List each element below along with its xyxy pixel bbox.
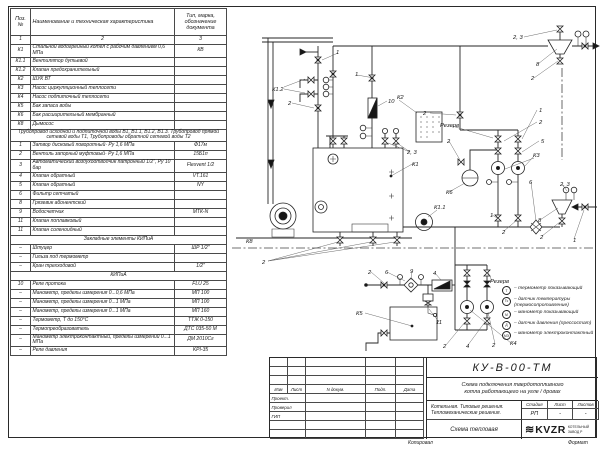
spec-cell-type: МТК-N (175, 208, 227, 217)
title-block-cell: Лист (288, 385, 306, 394)
spec-section-header: КИПиА (11, 271, 227, 280)
water-meter-9 (404, 278, 418, 292)
spec-cell-pos: К1 (11, 45, 31, 58)
spec-cell-pos: 8 (11, 199, 31, 208)
title-block-empty-cell (306, 412, 366, 421)
spec-cell-pos: 6 (11, 190, 31, 199)
spec-cell-pos: К4 (11, 93, 31, 102)
spec-colnum-2: 2 (31, 36, 175, 45)
spec-cell-pos: – (11, 316, 31, 325)
document-number: КУ-В-00-ТМ (427, 358, 598, 378)
schematic-label: К1.2 (272, 87, 284, 93)
title-block-empty-cell (270, 430, 306, 439)
spec-cell-type: Ф17м (175, 142, 227, 151)
spec-cell-pos: 11 (11, 217, 31, 226)
format-label: Формат (568, 440, 588, 446)
spec-cell-name: Бак расширительный мембранный (31, 111, 175, 120)
object-name (427, 401, 522, 420)
title-block-empty-cell (306, 403, 366, 412)
schematic-label: 2 (531, 76, 535, 82)
title-block-empty-cell (306, 430, 366, 439)
blower-fan-k1-1 (416, 214, 433, 231)
schematic-label: К2 (397, 95, 404, 101)
legend-text: – датчик температуры (термосопротивление) (514, 296, 571, 308)
schematic-label: 2 (492, 343, 496, 349)
feed-pumps-k4 (455, 227, 494, 330)
title-block-empty-cell (306, 421, 366, 430)
title-block-empty-cell (366, 403, 396, 412)
spec-cell-name: ШУК ВТ (31, 75, 175, 84)
schematic-label: 2 (262, 260, 266, 266)
spec-cell-type: KPI-35 (175, 347, 227, 356)
spec-cell-name: Клапан соленоидный (31, 226, 175, 235)
supply-riser-flow-relay-10 (360, 46, 377, 148)
spec-cell-name: Автоматический воздухоотводчик патронный 1/2", Ру 10 бар (31, 160, 175, 173)
title-block-empty-cell (270, 376, 288, 385)
spec-cell-name: Штуцер (31, 244, 175, 253)
schematic-label: К6 (446, 190, 453, 196)
legend-symbol-icon: Д (502, 321, 511, 330)
title-block-empty-cell (366, 376, 396, 385)
spec-cell-pos: 2 (11, 151, 31, 160)
title-block-empty-cell (366, 430, 396, 439)
spec-cell-pos: – (11, 244, 31, 253)
spec-cell-pos: К1.1 (11, 57, 31, 66)
title-block-cell: Изм (270, 385, 288, 394)
schematic-label: 1 (539, 108, 543, 114)
spec-cell-type: ДМ 2010Сг (175, 334, 227, 347)
stage-header-cell: Лист (548, 401, 574, 409)
title-block-empty-cell (306, 394, 366, 403)
check-unit-4 (432, 280, 452, 291)
spec-cell-pos: 3 (11, 160, 31, 173)
schematic-label: 2 (443, 344, 447, 350)
title-block-empty-cell (270, 421, 306, 430)
spec-cell-name: Термометр, Т до 150°С (31, 316, 175, 325)
solenoid-valve-11 (423, 294, 433, 301)
spec-cell-pos: – (11, 347, 31, 356)
spec-cell-type: КВ (175, 45, 227, 58)
schematic-label: 2 (502, 230, 506, 236)
spec-cell-name: Бак запаса воды (31, 102, 175, 111)
schematic-label: К8 (246, 239, 253, 245)
spec-cell-name: Реле давления (31, 347, 175, 356)
spec-cell-name: Грязевик абонентский (31, 199, 175, 208)
spec-cell-pos: К8 (11, 120, 31, 129)
title-block-empty-cell (366, 358, 396, 367)
legend-text: – датчик давления (прессостат) (514, 320, 592, 326)
spec-cell-pos: К5 (11, 102, 31, 111)
title-block-empty-cell (396, 412, 424, 421)
schematic-label: 9 (410, 269, 414, 275)
title-block-empty-cell (306, 358, 366, 367)
spec-cell-type: ТТЖ 0-150 (175, 316, 227, 325)
spec-cell-pos: 11 (11, 226, 31, 235)
description-line-1: Схема подключения твердотопливного (461, 382, 564, 389)
logo-caption (568, 425, 589, 433)
spec-cell-name: Стальной водогрейный котел с рабочим давлением 0,6 МПа (31, 45, 175, 58)
title-block-empty-cell (366, 367, 396, 376)
logo-caption-line-2: ЗАВОД Р (567, 429, 583, 434)
title-block-left-grid (270, 358, 426, 439)
schematic-label: 10 (388, 99, 395, 105)
spec-cell-pos: 5 (11, 181, 31, 190)
schematic-label: 2 (368, 270, 372, 276)
title-block-empty-cell (306, 367, 366, 376)
spec-cell-pos: – (11, 334, 31, 347)
schematic-label: 2 (447, 139, 451, 145)
spec-colnum-1: 1 (11, 36, 31, 45)
legend-text: – манометр электроконтактный (514, 331, 594, 337)
spec-cell-pos: 9 (11, 208, 31, 217)
schematic-label: 4 (466, 344, 470, 350)
spec-cell-name: Манометр электроконтактный, пределы измерений 0...1 МПа (31, 334, 175, 347)
title-block-empty-cell (396, 430, 424, 439)
schematic-label: К3 (533, 153, 540, 159)
spec-cell-name: Манометр, пределы измерения 0...0,6 МПа (31, 289, 175, 298)
spec-section-header: Трубопровод исходной и подпиточной воды В1, В1.1, В1.2, В1.3. Трубопровод прямой сетевой воды Т1, Трубопроводы обратной сетевой воды Т2 (11, 129, 227, 142)
schematic-label: К1.1 (434, 205, 446, 211)
logo-caption-line-1: КОТЕЛЬНЫЙ (567, 425, 590, 430)
schematic-label: 2, 3 (513, 35, 523, 41)
title-block-empty-cell (396, 358, 424, 367)
spec-cell-pos: – (11, 253, 31, 262)
title-block-cell: Проект. (270, 394, 306, 403)
spec-cell-type: VT.161 (175, 172, 227, 181)
storage-tank-k5 (366, 285, 437, 351)
spec-cell-name: Затвор дисковый поворотный· Ру 1,6 МПа (31, 142, 175, 151)
spec-cell-name: Манометр, пределы измерения 0...1 МПа (31, 298, 175, 307)
title-block-empty-cell (288, 358, 306, 367)
spec-cell-name: Кран трехходовой (31, 262, 175, 271)
instrument-legend (502, 286, 600, 342)
schematic-label: Резерв (490, 279, 510, 285)
spec-cell-pos: 1 (11, 142, 31, 151)
spec-cell-type: NY (175, 181, 227, 190)
title-block-empty-cell (288, 367, 306, 376)
spec-section-header: Закладные элементы КИПиА (11, 235, 227, 244)
title-block-cell: ГИП (270, 412, 306, 421)
spec-cell-name: Манометр, пределы измерения 0...1 МПа (31, 307, 175, 316)
spec-cell-name: Фильтр сетчатый (31, 190, 175, 199)
spec-cell-type: МП 160 (175, 307, 227, 316)
title-block-empty-cell (270, 358, 288, 367)
spec-cell-name: Клапан предохранительный (31, 66, 175, 75)
spec-cell-type: МП 100 (175, 289, 227, 298)
strainer-8-return (552, 200, 572, 214)
spec-cell-pos: – (11, 325, 31, 334)
title-block-empty-cell (366, 394, 396, 403)
title-block-empty-cell (396, 421, 424, 430)
coil-icon: ≋ (525, 423, 535, 436)
spec-cell-name: Гильза под термометр (31, 253, 175, 262)
feed-line-b1 (365, 275, 455, 293)
instrument-riser (323, 46, 333, 148)
legend-symbol-icon: М (502, 310, 511, 319)
spec-cell-name: Термопреобразователь (31, 325, 175, 334)
title-block-empty-cell (270, 367, 288, 376)
legend-item (502, 321, 600, 330)
spec-colnum-3: 3 (175, 36, 227, 45)
spec-cell-type: ШР 1/2" (175, 244, 227, 253)
spec-cell-type: МП 100 (175, 298, 227, 307)
boiler-k1 (313, 128, 403, 246)
spec-cell-pos: 10 (11, 280, 31, 289)
legend-item (502, 310, 600, 319)
schematic-label: 8 (536, 62, 540, 68)
stage-value-cell: РП (522, 409, 548, 419)
title-block-empty-cell (396, 403, 424, 412)
schematic-label: 2 (423, 111, 427, 117)
legend-text: – термометр показывающий (514, 286, 583, 291)
schematic-label: 2, 3 (407, 150, 417, 156)
schematic-label: 1 (336, 50, 340, 56)
stage-value-cell: - (573, 409, 599, 419)
spec-cell-name: Клапан обратный (31, 181, 175, 190)
schematic-label: 2, 3 (560, 182, 570, 188)
spec-cell-name: Насос подпиточный теплосети (31, 93, 175, 102)
legend-symbol-icon: Тс (502, 297, 511, 306)
title-block-right (426, 358, 598, 439)
title-block-empty-cell (396, 367, 424, 376)
schematic-label: 2 (540, 235, 544, 241)
schematic-label: 1 (573, 238, 577, 244)
spec-header-name: Наименование и техническая характеристика (31, 9, 175, 36)
title-block-cell: Проверил (270, 403, 306, 412)
spec-cell-name: Насос циркуляционный теплосети (31, 84, 175, 93)
legend-text: – манометр показывающий (514, 310, 579, 316)
legend-item (502, 297, 600, 309)
stage-table (522, 401, 599, 420)
safety-riser (300, 46, 318, 148)
schematic-label: 11 (436, 320, 443, 326)
stage-header-row (522, 401, 599, 409)
legend-symbol-icon: МЭ (502, 331, 511, 340)
spec-cell-pos: – (11, 307, 31, 316)
title-block-cell: Подп. (366, 385, 396, 394)
sheet-title: Схема тепловая (427, 420, 522, 439)
schematic-label: 1 (490, 213, 494, 219)
spec-cell-name: Реле протока (31, 280, 175, 289)
spec-cell-name: Дымосос (31, 120, 175, 129)
title-block-cell: Дата (396, 385, 424, 394)
spec-cell-pos: – (11, 289, 31, 298)
title-block-empty-cell (396, 394, 424, 403)
legend-item (502, 286, 600, 295)
schematic-label: 4 (433, 271, 437, 277)
title-block (269, 357, 597, 438)
return-line-t2 (403, 187, 597, 234)
stage-value-cell: - (548, 409, 574, 419)
stage-value-row (522, 409, 599, 419)
spec-cell-pos: – (11, 298, 31, 307)
company-logo (522, 420, 599, 439)
description-line-2: котла работающего на угле / дровах (464, 389, 561, 395)
control-cabinet-k2 (416, 112, 442, 142)
spec-cell-pos: 4 (11, 172, 31, 181)
schematic-label: К5 (356, 311, 363, 317)
object-line-2: Тепломеханические решения. (431, 410, 501, 416)
legend-symbol-icon: Т (502, 286, 511, 295)
title-block-empty-cell (288, 376, 306, 385)
stage-header-cell: Стадия (522, 401, 548, 409)
title-block-empty-cell (366, 412, 396, 421)
spec-cell-name: Вентилятор дутьевой (31, 57, 175, 66)
legend-item (502, 331, 600, 340)
schematic-label: Резерв (440, 123, 460, 129)
schematic-label: 6 (529, 180, 533, 186)
spec-cell-pos: К6 (11, 111, 31, 120)
spec-cell-pos: К3 (11, 84, 31, 93)
spec-cell-name: Водосчетчик (31, 208, 175, 217)
spec-cell-pos: К1.2 (11, 66, 31, 75)
schematic-label: 1 (355, 72, 359, 78)
spec-cell-name: Вентиль запорный муфтовый· Ру 1,6 МПа (31, 151, 175, 160)
schematic-label: К1 (412, 162, 419, 168)
object-line-1: Котельная. Типовые решения. (431, 403, 504, 410)
schematic-label: К4 (510, 341, 517, 347)
schematic-label: 8 (538, 218, 542, 224)
title-block-empty-cell (396, 376, 424, 385)
spec-cell-pos: К2 (11, 75, 31, 84)
title-block-empty-cell (306, 376, 366, 385)
spec-cell-type: FLU 25 (175, 280, 227, 289)
spec-header-type: Тип, марка, обозначение документа (175, 9, 227, 36)
copied-label: Копировал (408, 440, 433, 446)
schematic-label: 6 (385, 270, 389, 276)
spec-cell-type: 15Б1п (175, 151, 227, 160)
spec-cell-name: Клапан обратный (31, 172, 175, 181)
schematic-label: 5 (541, 139, 545, 145)
schematic-label: 2 (539, 120, 543, 126)
stage-header-cell: Листов (573, 401, 599, 409)
spec-cell-name: Клапан поплавковый (31, 217, 175, 226)
spec-cell-type: Flexvent 1/2 (175, 160, 227, 173)
logo-text: KVZR (535, 423, 566, 436)
spec-cell-type: 1/2" (175, 262, 227, 271)
title-block-cell: N докум. (306, 385, 366, 394)
spec-cell-pos: – (11, 262, 31, 271)
spec-cell-type: ДТС 035-50 М (175, 325, 227, 334)
schematic-label: 2 (288, 101, 292, 107)
title-block-empty-cell (366, 421, 396, 430)
spec-header-pos: Поз. № (11, 9, 31, 36)
network-pumps-k3 (460, 46, 525, 227)
document-description (427, 378, 598, 401)
